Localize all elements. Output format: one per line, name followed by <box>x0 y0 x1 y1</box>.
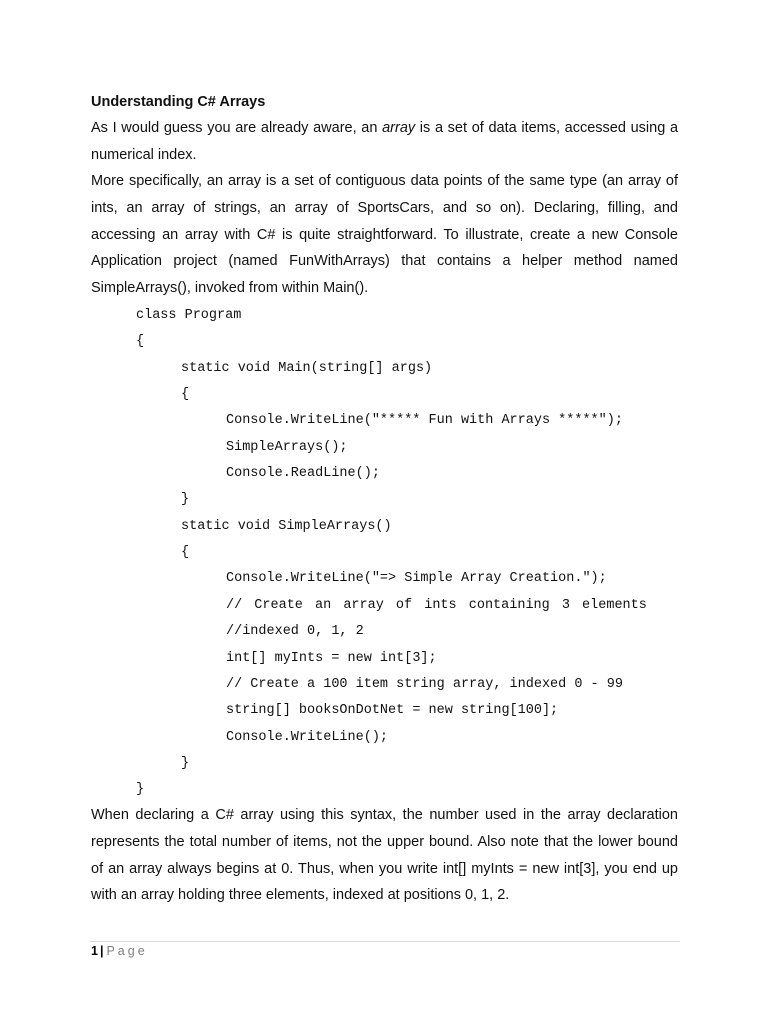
intro-text-before: As I would guess you are already aware, an <box>91 120 383 136</box>
code-line: class Program <box>136 308 242 323</box>
intro-paragraph <box>91 115 678 169</box>
footer-divider <box>90 941 680 942</box>
code-line: //indexed 0, 1, 2 <box>226 624 364 639</box>
code-line: // Create an array of ints containing 3 elements <box>226 598 647 613</box>
code-line: static void Main(string[] args) <box>181 361 433 376</box>
code-line: int[] myInts = new int[3]; <box>226 651 437 666</box>
description-paragraph: More specifically, an array is a set of contiguous data points of the same type (an array of ints, an array of strings, an array of SportsCars, and so on). Declaring, filling, and accessing an array with C# is quite straightforward. To illustrate, create a new Console Application project (named FunWithArrays) that contains a helper method named SimpleArrays(), invoked from within Main(). <box>91 173 678 297</box>
page-number: 1 <box>91 944 98 958</box>
code-line: Console.WriteLine("***** Fun with Arrays *****"); <box>226 413 623 428</box>
page-footer <box>91 942 148 960</box>
explanation-paragraph: When declaring a C# array using this syntax, the number used in the array declaration represents the total number of items, not the upper bound. Also note that the lower bound of an array always begins at 0. Thus, when you write int[] myInts = new int[3], you end up with an array holding three elements, indexed at positions 0, 1, 2. <box>91 807 678 904</box>
code-line: } <box>136 782 145 797</box>
code-line: } <box>181 756 190 771</box>
code-line: } <box>181 492 190 507</box>
intro-emphasis-array: array <box>382 120 416 136</box>
code-line: // Create a 100 item string array, indexed 0 - 99 <box>226 677 623 692</box>
intro-text-after: is a set of data items, accessed using a numerical index. <box>91 120 679 163</box>
code-line: string[] booksOnDotNet = new string[100]; <box>226 703 559 718</box>
code-line: Console.WriteLine(); <box>226 730 389 745</box>
code-line: { <box>136 334 145 349</box>
code-line: static void SimpleArrays() <box>181 519 392 534</box>
code-line: Console.WriteLine("=> Simple Array Creation."); <box>226 571 607 586</box>
code-line: { <box>181 545 190 560</box>
footer-separator: | <box>99 944 104 958</box>
page-label: Page <box>106 944 148 958</box>
section-heading: Understanding C# Arrays <box>91 94 266 110</box>
code-line: Console.ReadLine(); <box>226 466 380 481</box>
code-line: { <box>181 387 190 402</box>
code-line: SimpleArrays(); <box>226 440 348 455</box>
